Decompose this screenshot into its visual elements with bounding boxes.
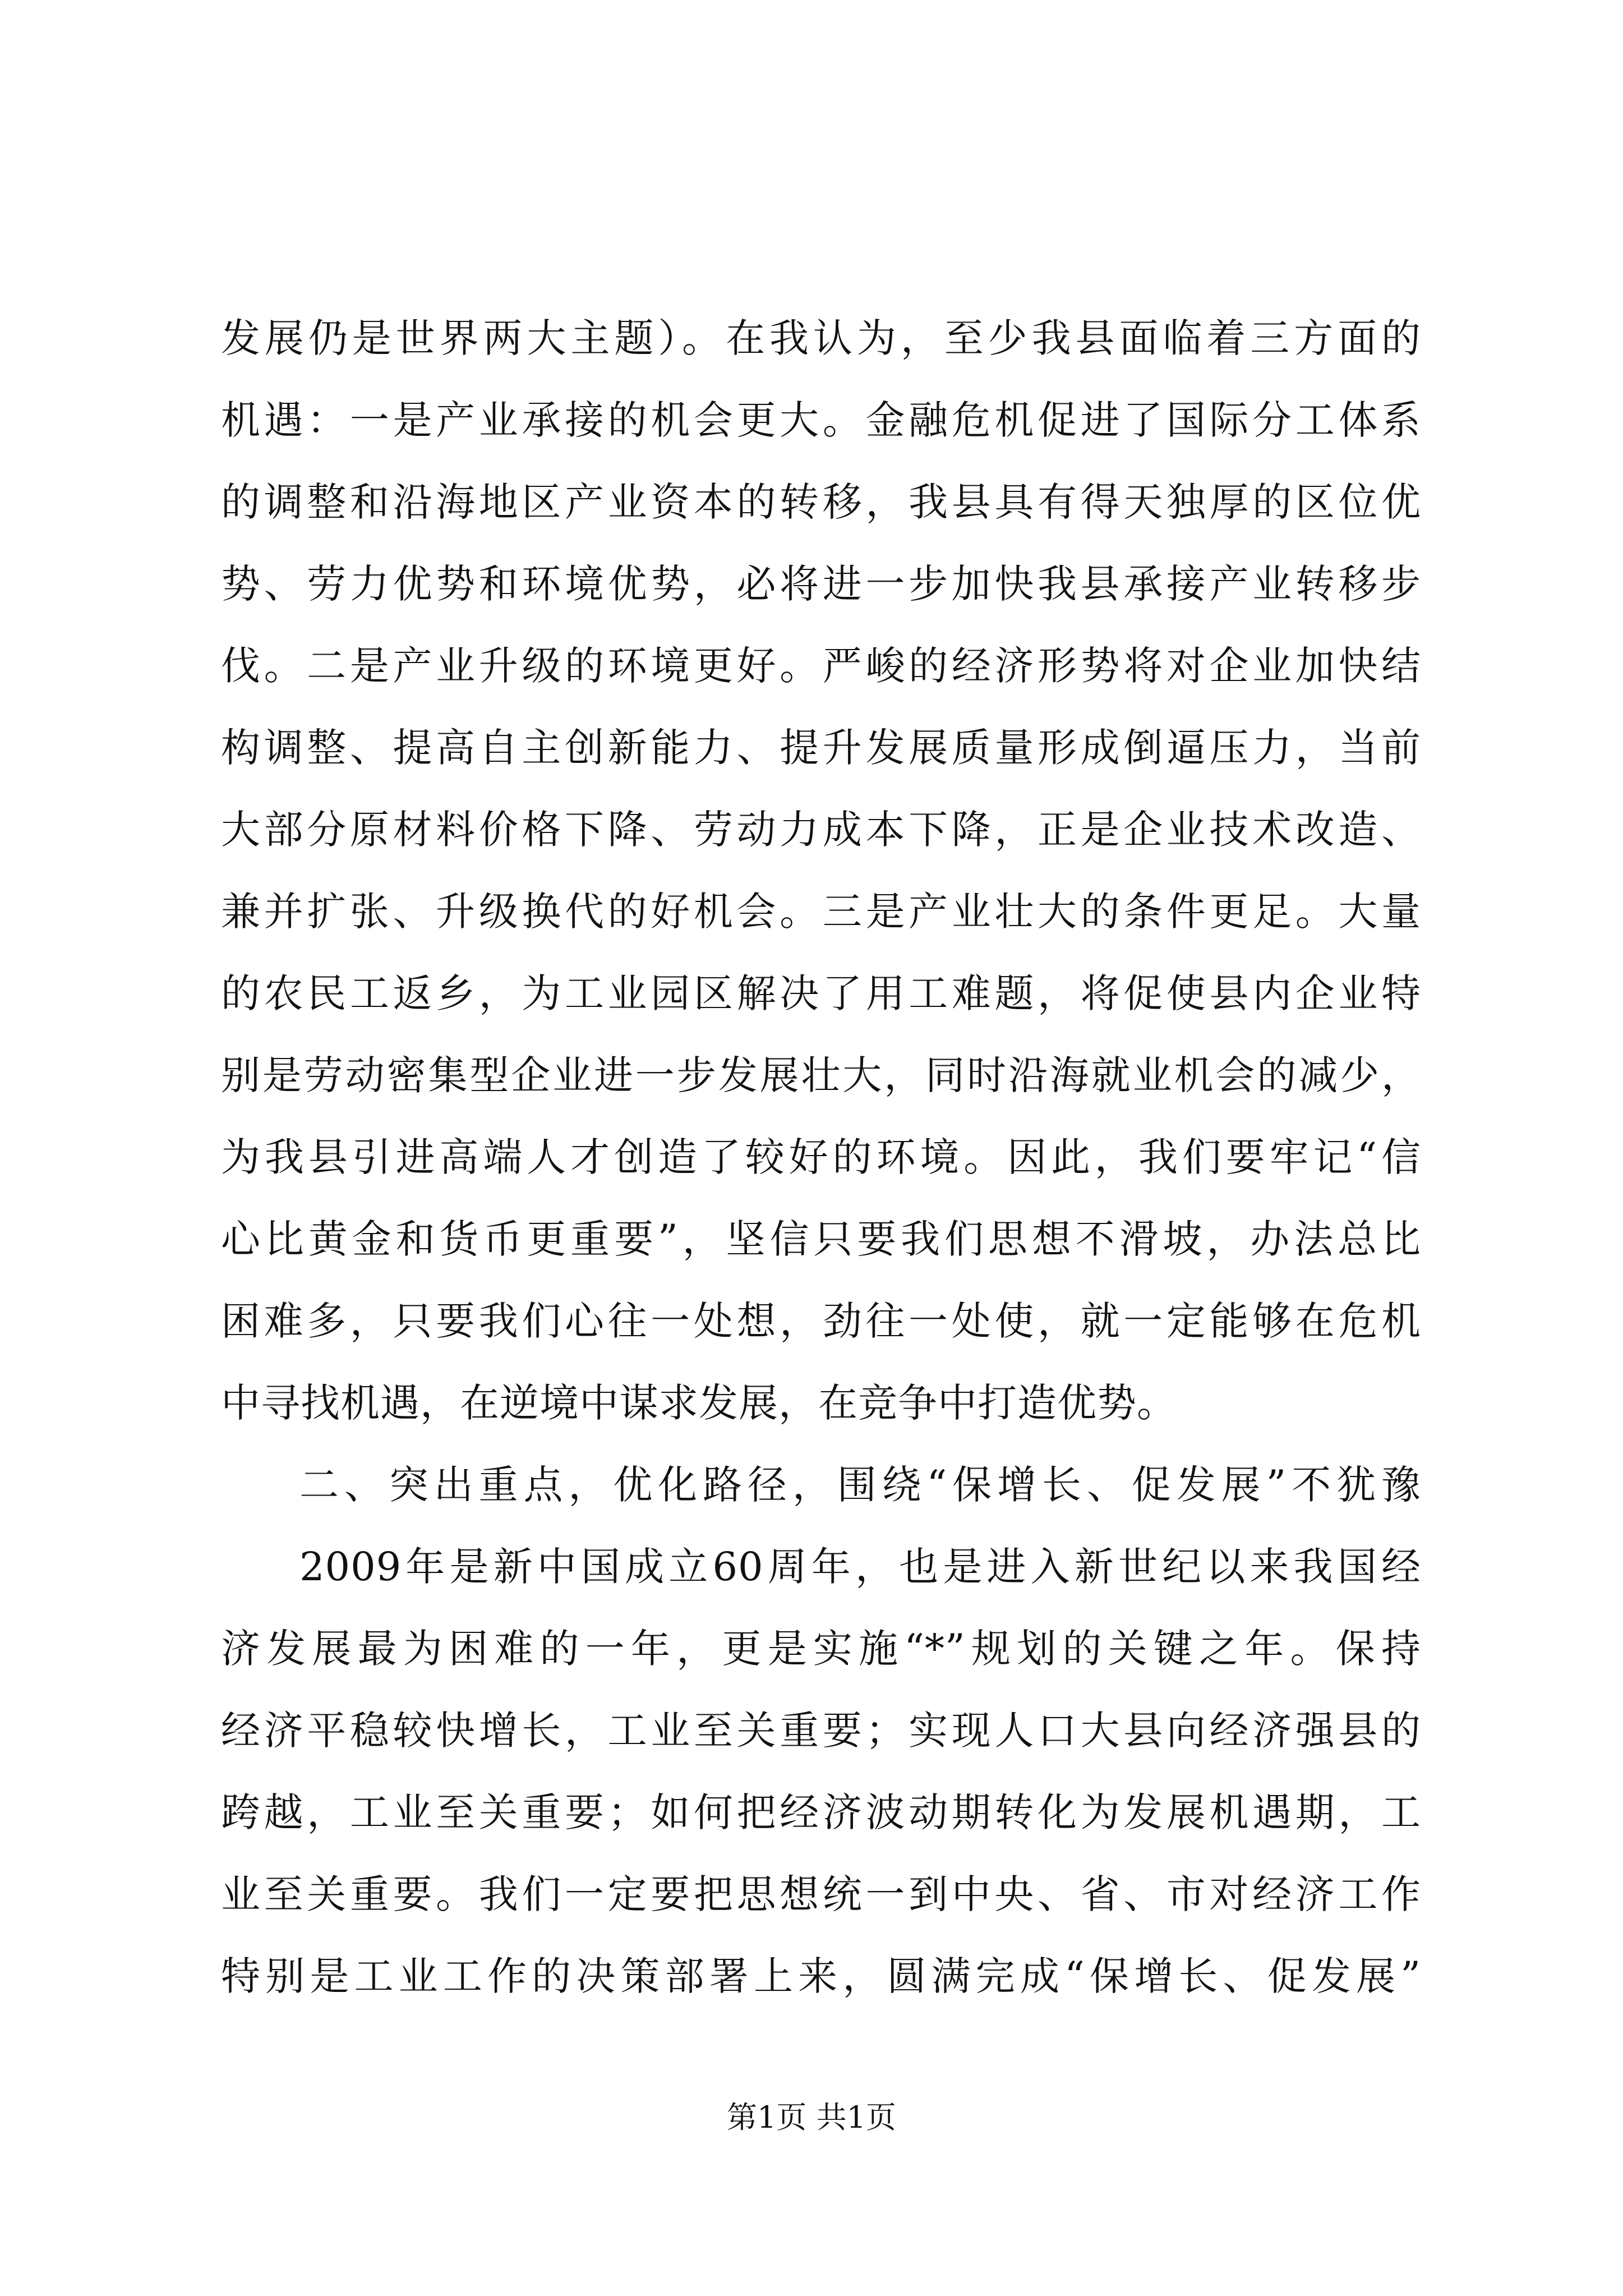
text-line: 为我县引进高端人才创造了较好的环境。因此，我们要牢记“信 (221, 1134, 1421, 1180)
text-line: 别是劳动密集型企业进一步发展壮大，同时沿海就业机会的减少， (221, 1052, 1421, 1098)
text-line: 特别是工业工作的决策部署上来，圆满完成“保增长、促发展” (221, 1953, 1421, 1999)
text-line: 伐。二是产业升级的环境更好。严峻的经济形势将对企业加快结 (221, 643, 1421, 689)
text-line: 济发展最为困难的一年，更是实施“*”规划的关键之年。保持 (221, 1626, 1421, 1672)
page-footer: 第1页 共1页 (727, 2100, 896, 2135)
text-line: 业至关重要。我们一定要把思想统一到中央、省、市对经济工作 (221, 1871, 1421, 1917)
text-line: 发展仍是世界两大主题）。在我认为，至少我县面临着三方面的 (221, 315, 1421, 361)
text-line: 机遇：一是产业承接的机会更大。金融危机促进了国际分工体系 (221, 397, 1421, 443)
text-line: 经济平稳较快增长，工业至关重要；实现人口大县向经济强县的 (221, 1708, 1421, 1754)
text-line: 大部分原材料价格下降、劳动力成本下降，正是企业技术改造、 (221, 807, 1421, 853)
text-line: 中寻找机遇，在逆境中谋求发展，在竞争中打造优势。 (221, 1380, 1177, 1426)
section-heading: 二、突出重点，优化路径，围绕“保增长、促发展”不犹豫 (299, 1462, 1421, 1508)
text-line: 构调整、提高自主创新能力、提升发展质量形成倒逼压力，当前 (221, 725, 1421, 771)
text-line: 2009年是新中国成立60周年，也是进入新世纪以来我国经 (299, 1544, 1421, 1590)
text-line: 的调整和沿海地区产业资本的转移，我县具有得天独厚的区位优 (221, 479, 1421, 525)
text-line: 势、劳力优势和环境优势，必将进一步加快我县承接产业转移步 (221, 561, 1421, 607)
text-line: 心比黄金和货币更重要”，坚信只要我们思想不滑坡，办法总比 (221, 1216, 1421, 1262)
text-line: 兼并扩张、升级换代的好机会。三是产业壮大的条件更足。大量 (221, 889, 1421, 935)
document-body (221, 297, 1421, 2017)
text-line: 的农民工返乡，为工业园区解决了用工难题，将促使县内企业特 (221, 970, 1421, 1016)
text-line: 跨越，工业至关重要；如何把经济波动期转化为发展机遇期，工 (221, 1789, 1421, 1835)
text-line: 困难多，只要我们心往一处想，劲往一处使，就一定能够在危机 (221, 1298, 1421, 1344)
